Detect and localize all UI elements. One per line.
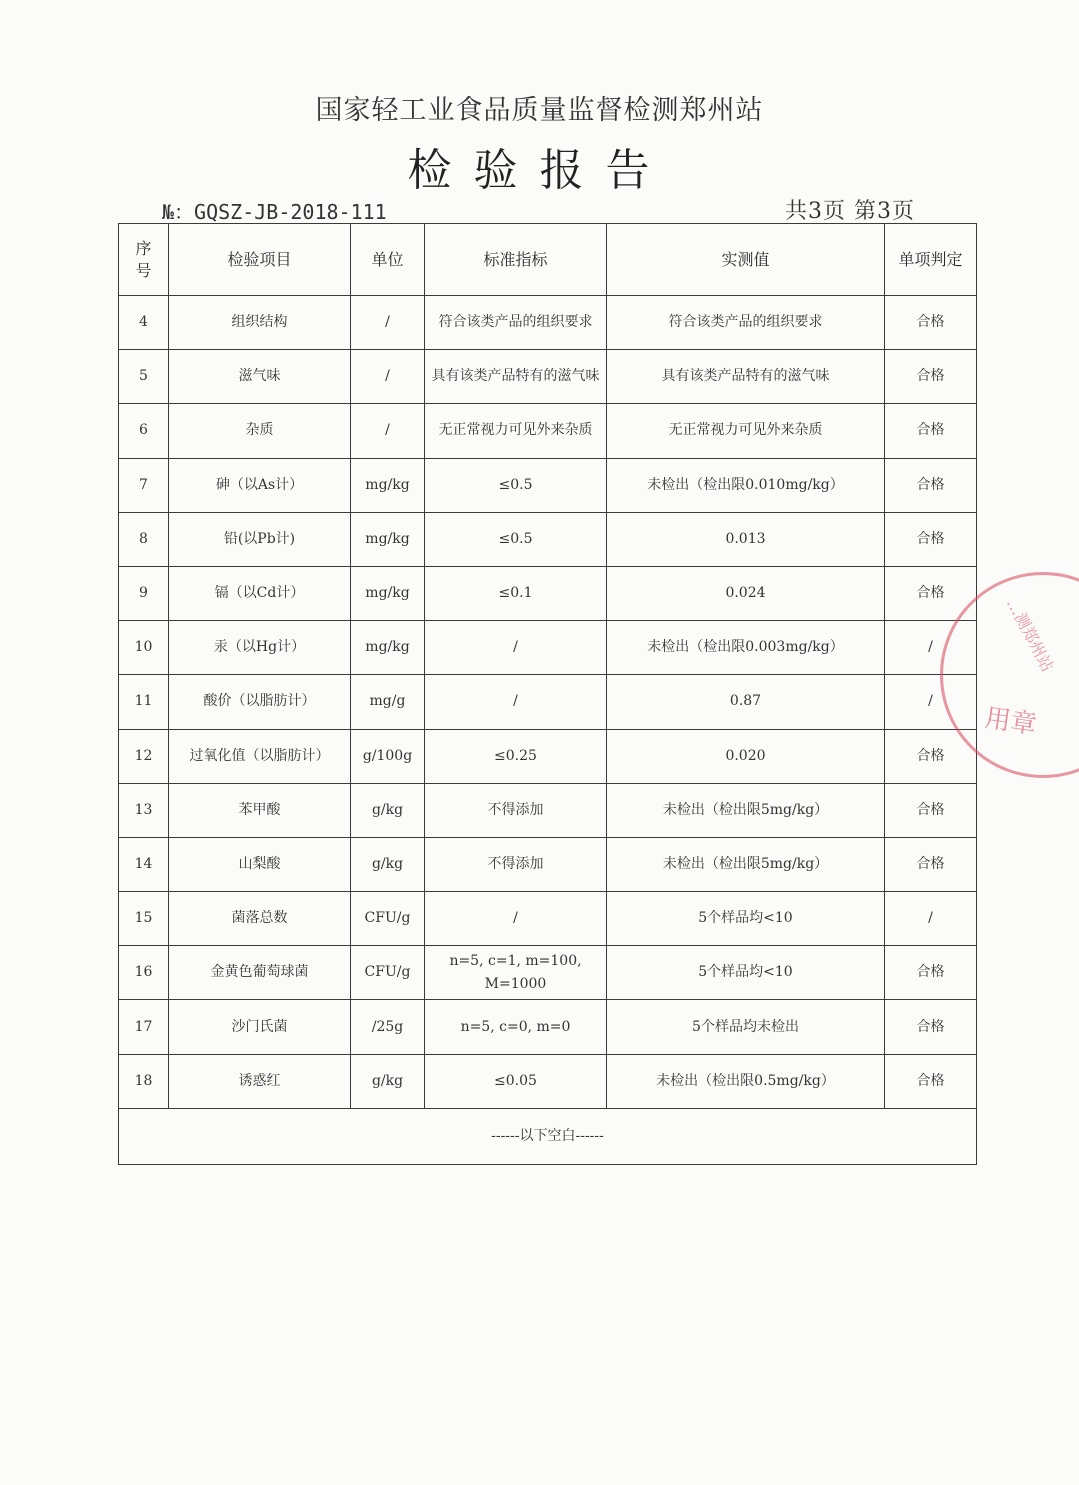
cell-judgement: 合格 <box>885 350 977 404</box>
table-row <box>119 404 977 458</box>
cell-seq: 6 <box>119 404 169 458</box>
cell-item: 菌落总数 <box>169 892 351 946</box>
cell-seq: 9 <box>119 566 169 620</box>
cell-unit: g/kg <box>351 837 425 891</box>
table-row <box>119 675 977 729</box>
cell-judgement: 合格 <box>885 512 977 566</box>
cell-measured: 无正常视力可见外来杂质 <box>607 404 885 458</box>
cell-standard: n=5, c=0, m=0 <box>425 1000 607 1054</box>
cell-standard: ≤0.5 <box>425 512 607 566</box>
cell-judgement: 合格 <box>885 837 977 891</box>
cell-measured: 未检出（检出限0.010mg/kg） <box>607 458 885 512</box>
cell-judgement: 合格 <box>885 296 977 350</box>
table-row <box>119 512 977 566</box>
cell-judgement: 合格 <box>885 458 977 512</box>
cell-judgement: 合格 <box>885 566 977 620</box>
cell-unit: /25g <box>351 1000 425 1054</box>
cell-item: 组织结构 <box>169 296 351 350</box>
cell-standard: ≤0.25 <box>425 729 607 783</box>
cell-standard: ≤0.1 <box>425 566 607 620</box>
cell-standard: n=5, c=1, m=100, M=1000 <box>425 946 607 1000</box>
table-row <box>119 837 977 891</box>
cell-unit: mg/kg <box>351 458 425 512</box>
cell-item: 铅(以Pb计) <box>169 512 351 566</box>
table-row <box>119 783 977 837</box>
cell-measured: 0.024 <box>607 566 885 620</box>
report-title: 检验报告 <box>407 145 672 196</box>
cell-judgement: 合格 <box>885 946 977 1000</box>
cell-judgement: 合格 <box>885 729 977 783</box>
cell-judgement: / <box>885 621 977 675</box>
seal-text-upper: …测郑州站 <box>1002 595 1058 675</box>
cell-item: 金黄色葡萄球菌 <box>169 946 351 1000</box>
cell-standard: / <box>425 621 607 675</box>
column-header-item: 检验项目 <box>169 224 351 296</box>
cell-unit: mg/kg <box>351 566 425 620</box>
cell-judgement: / <box>885 675 977 729</box>
cell-unit: / <box>351 350 425 404</box>
column-header-standard: 标准指标 <box>425 224 607 296</box>
table-row <box>119 566 977 620</box>
cell-seq: 8 <box>119 512 169 566</box>
cell-seq: 17 <box>119 1000 169 1054</box>
cell-unit: mg/g <box>351 675 425 729</box>
cell-standard: 无正常视力可见外来杂质 <box>425 404 607 458</box>
cell-seq: 10 <box>119 621 169 675</box>
blank-note: ------以下空白------ <box>119 1108 977 1164</box>
cell-unit: / <box>351 404 425 458</box>
cell-seq: 5 <box>119 350 169 404</box>
cell-measured: 0.013 <box>607 512 885 566</box>
cell-item: 滋气味 <box>169 350 351 404</box>
cell-standard: 具有该类产品特有的滋气味 <box>425 350 607 404</box>
cell-item: 苯甲酸 <box>169 783 351 837</box>
report-number: №：GQSZ-JB-2018-111 <box>162 200 387 224</box>
cell-seq: 7 <box>119 458 169 512</box>
table-row <box>119 1000 977 1054</box>
cell-measured: 未检出（检出限5mg/kg） <box>607 783 885 837</box>
blank-note-row <box>119 1108 977 1164</box>
cell-item: 过氧化值（以脂肪计） <box>169 729 351 783</box>
cell-measured: 未检出（检出限0.003mg/kg） <box>607 621 885 675</box>
cell-unit: g/100g <box>351 729 425 783</box>
cell-measured: 具有该类产品特有的滋气味 <box>607 350 885 404</box>
cell-unit: mg/kg <box>351 621 425 675</box>
cell-standard: / <box>425 675 607 729</box>
cell-standard: ≤0.5 <box>425 458 607 512</box>
cell-judgement: 合格 <box>885 404 977 458</box>
cell-measured: 未检出（检出限0.5mg/kg） <box>607 1054 885 1108</box>
cell-standard: 不得添加 <box>425 783 607 837</box>
cell-standard: / <box>425 892 607 946</box>
cell-measured: 5个样品均<10 <box>607 946 885 1000</box>
cell-item: 沙门氏菌 <box>169 1000 351 1054</box>
table-row <box>119 621 977 675</box>
page-count: 共3页 第3页 <box>785 199 915 224</box>
column-header-judgement: 单项判定 <box>885 224 977 296</box>
cell-standard: ≤0.05 <box>425 1054 607 1108</box>
column-header-seq-line-2: 号 <box>135 260 152 280</box>
cell-item: 汞（以Hg计） <box>169 621 351 675</box>
table-row <box>119 729 977 783</box>
cell-unit: mg/kg <box>351 512 425 566</box>
cell-measured: 5个样品均<10 <box>607 892 885 946</box>
cell-judgement: / <box>885 892 977 946</box>
organization-name: 国家轻工业食品质量监督检测郑州站 <box>315 95 764 126</box>
cell-judgement: 合格 <box>885 1054 977 1108</box>
cell-measured: 未检出（检出限5mg/kg） <box>607 837 885 891</box>
cell-standard: 符合该类产品的组织要求 <box>425 296 607 350</box>
column-header-unit: 单位 <box>351 224 425 296</box>
table-row <box>119 350 977 404</box>
cell-unit: / <box>351 296 425 350</box>
cell-seq: 11 <box>119 675 169 729</box>
table-row <box>119 946 977 1000</box>
inspection-table <box>118 223 977 1165</box>
cell-unit: CFU/g <box>351 946 425 1000</box>
cell-unit: g/kg <box>351 783 425 837</box>
seal-text-lower: 用章 <box>982 703 1039 741</box>
cell-item: 杂质 <box>169 404 351 458</box>
cell-seq: 13 <box>119 783 169 837</box>
cell-seq: 12 <box>119 729 169 783</box>
cell-item: 镉（以Cd计） <box>169 566 351 620</box>
cell-measured: 5个样品均未检出 <box>607 1000 885 1054</box>
cell-item: 砷（以As计） <box>169 458 351 512</box>
cell-standard: 不得添加 <box>425 837 607 891</box>
cell-seq: 14 <box>119 837 169 891</box>
table-header-row <box>119 224 977 296</box>
cell-seq: 4 <box>119 296 169 350</box>
cell-judgement: 合格 <box>885 783 977 837</box>
column-header-measured: 实测值 <box>607 224 885 296</box>
table-row <box>119 458 977 512</box>
column-header-seq-line-1: 序 <box>135 238 152 258</box>
table-row <box>119 296 977 350</box>
cell-item: 山梨酸 <box>169 837 351 891</box>
cell-item: 酸价（以脂肪计） <box>169 675 351 729</box>
cell-unit: CFU/g <box>351 892 425 946</box>
column-header-seq <box>119 224 169 296</box>
cell-item: 诱惑红 <box>169 1054 351 1108</box>
table-row <box>119 1054 977 1108</box>
cell-measured: 符合该类产品的组织要求 <box>607 296 885 350</box>
table-row <box>119 892 977 946</box>
cell-seq: 15 <box>119 892 169 946</box>
cell-seq: 18 <box>119 1054 169 1108</box>
cell-unit: g/kg <box>351 1054 425 1108</box>
cell-measured: 0.87 <box>607 675 885 729</box>
cell-seq: 16 <box>119 946 169 1000</box>
cell-measured: 0.020 <box>607 729 885 783</box>
cell-judgement: 合格 <box>885 1000 977 1054</box>
